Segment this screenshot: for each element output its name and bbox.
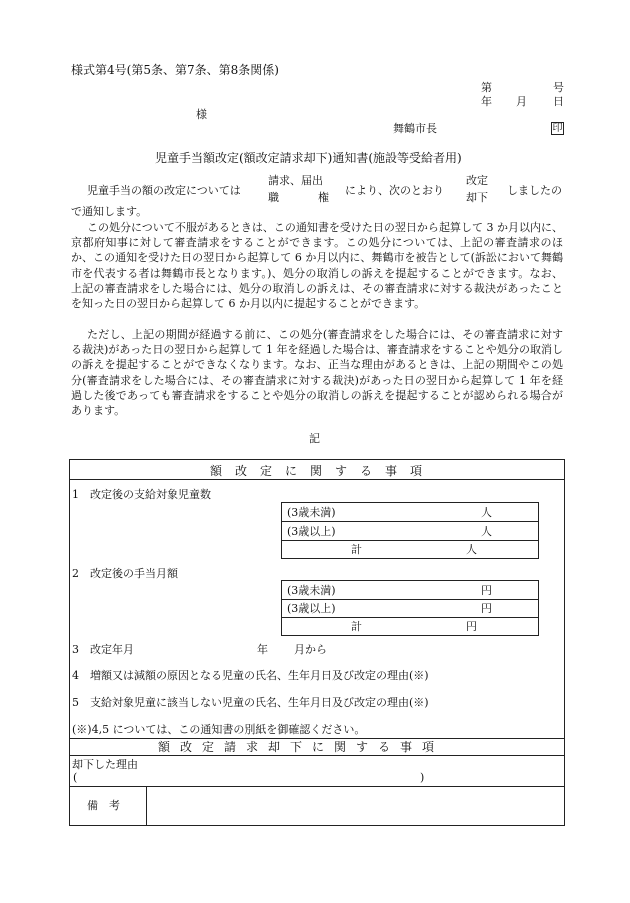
intro-option-a2b: 権	[318, 191, 329, 204]
item2-row2-unit: 円	[481, 602, 492, 615]
item1-total-label: 計	[351, 543, 362, 556]
item3-year: 年	[257, 643, 268, 656]
intro-option-a1: 請求、届出	[268, 174, 323, 187]
item1-row1-unit: 人	[481, 506, 492, 519]
issuer-name: 舞鶴市長	[393, 122, 437, 135]
item1-total-unit: 人	[466, 543, 477, 556]
number-go: 号	[553, 81, 564, 94]
item1-row2-unit: 人	[481, 525, 492, 538]
note-text: (※)4,5 については、この通知書の別紙を御確認ください。	[72, 723, 366, 736]
item2-total-label: 計	[351, 620, 362, 633]
document-title: 児童手当額改定(額改定請求却下)通知書(施設等受給者用)	[155, 151, 462, 165]
date-day: 日	[553, 95, 564, 108]
seal-mark: 印	[552, 123, 563, 134]
item1-rule-2	[281, 540, 539, 541]
number-dai: 第	[481, 81, 492, 94]
item1-row1-label: (3歳未満)	[287, 506, 336, 519]
item4-label: 4 増額又は減額の原因となる児童の氏名、生年月日及び改定の理由(※)	[72, 669, 429, 682]
item1-label: 1 改定後の支給対象児童数	[72, 488, 211, 501]
reason-paren-open: (	[73, 771, 78, 784]
item1-row2-label: (3歳以上)	[287, 525, 336, 538]
section1-header: 額改定に関する事項	[210, 464, 436, 478]
intro-text-3: しましたの	[507, 184, 562, 197]
item1-rule-1	[281, 521, 539, 522]
reason-paren-close: )	[420, 771, 425, 784]
intro-text-1: 児童手当の額の改定については	[87, 184, 241, 197]
addressee-sama: 様	[196, 108, 207, 121]
item2-label: 2 改定後の手当月額	[72, 567, 178, 580]
intro-option-b2: 却下	[466, 191, 488, 204]
item2-row2-label: (3歳以上)	[287, 602, 336, 615]
form-number: 様式第4号(第5条、第7条、第8条関係)	[71, 63, 279, 77]
intro-option-a2a: 職	[268, 191, 279, 204]
remarks-divider	[146, 786, 147, 826]
item3-month: 月から	[294, 643, 327, 656]
intro-text-2: により、次のとおり	[345, 184, 444, 197]
item2-row1-label: (3歳未満)	[287, 584, 336, 597]
section2-header-rule	[69, 755, 565, 756]
date-month: 月	[516, 95, 527, 108]
item2-rule-2	[281, 617, 539, 618]
date-year: 年	[481, 95, 492, 108]
appeal-paragraph-1: この処分について不服があるときは、この通知書を受けた日の翌日から起算して 3 か月以内に、京都府知事に対して審査請求をすることができます。この処分については、上記の審査請求のほか、この通知を受けた日の翌日から起算して 6 か月以内に、舞鶴市を被告として(訴訟において舞鶴市を代表する者は舞鶴市長となります。)、処分の取消しの訴えを提起することができます。なお、上記の審査請求をした場合には、処分の取消しの訴えは、その審査請求に対する裁決があったことを知った日の翌日から起算して 6 か月以内に提起することができます。	[71, 221, 563, 311]
intro-option-b1: 改定	[466, 174, 488, 187]
section2-header: 額改定請求却下に関する事項	[158, 740, 445, 754]
appeal-paragraph-2: ただし、上記の期間が経過する前に、この処分(審査請求をした場合には、その審査請求に対する裁決)があった日の翌日から起算して 1 年を経過した場合は、審査請求をすることや処分の取消しの訴えを提起することができなくなります。なお、正当な理由があるときは、上記の期間やこの処分(審査請求をした場合には、その審査請求に対する裁決)があった日の翌日から起算して 1 年を経過した後であっても審査請求をすることや処分の取消しの訴えを提起することが認められる場合があります。	[71, 328, 563, 418]
item2-total-unit: 円	[466, 620, 477, 633]
section1-header-rule	[69, 479, 565, 480]
section2-top-rule	[69, 738, 565, 739]
item2-rule-1	[281, 599, 539, 600]
remarks-label: 備 考	[87, 799, 120, 812]
ki-heading: 記	[309, 432, 320, 445]
remarks-top-rule	[69, 786, 565, 787]
item2-row1-unit: 円	[481, 584, 492, 597]
rejection-reason-label: 却下した理由	[72, 758, 138, 771]
item3-label: 3 改定年月	[72, 643, 134, 656]
item5-label: 5 支給対象児童に該当しない児童の氏名、生年月日及び改定の理由(※)	[72, 696, 429, 709]
intro-text-4: で通知します。	[71, 205, 148, 218]
